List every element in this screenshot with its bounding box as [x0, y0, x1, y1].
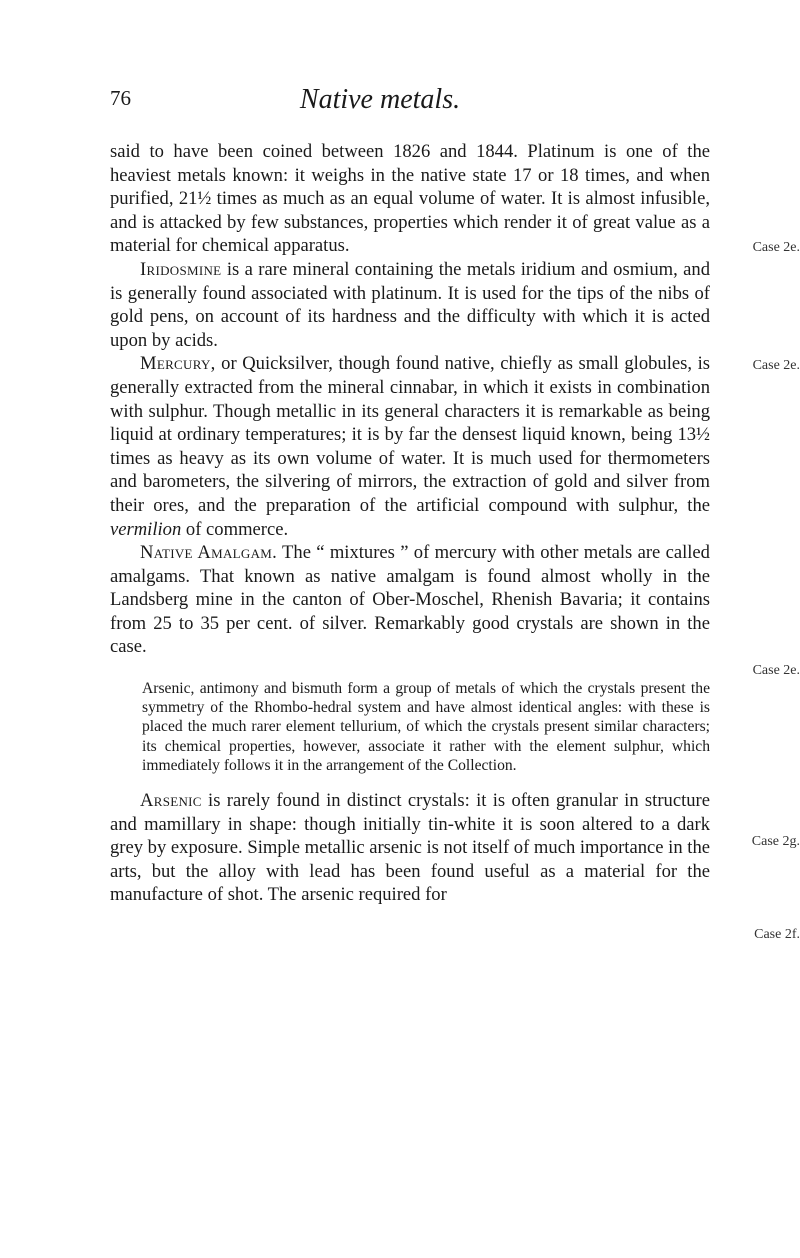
running-title: Native metals. [299, 84, 461, 115]
page-header [110, 86, 650, 116]
lead-mercury: Mercury, [140, 353, 216, 375]
margin-note-mercury: Case 2e. [752, 358, 800, 373]
paragraph-arsenic: Arsenic is rarely found in distinct crystals: it is often granular in structure and mamillary in shape: though initially tin-white it is soon altered to a dark grey by exposure. Simple metallic arsenic is not itself of much importance in the arts, but the alloy with lead has been found useful as a material for the manufacture of shot. The arsenic required for [110, 790, 711, 906]
margin-note-amalgam: Case 2e. [752, 663, 800, 678]
paragraph-group-note: Arsenic, antimony and bismuth form a group of metals of which the crystals present the symmetry of the Rhombo-hedral system and have almost identical angles: with these is placed the much rarer element tellurium, of which the crystals present similar characters; its chemical properties, however, associate it rather with the element sulphur, which immediately follows it in the arrangement of the Collection. [142, 680, 710, 774]
lead-iridosmine: Iridosmine [140, 258, 222, 280]
margin-note-tellurium: Case 2g. [751, 834, 800, 849]
margin-note-iridosmine: Case 2e. [752, 240, 800, 255]
paragraph-native-amalgam: Native Amalgam. The “ mixtures ” of mercury with other metals are called amalgams. That known as native amalgam is found almost wholly in the Landsberg mine in the canton of Ober-Moschel, Rhenish Bavaria; it contains from 25 to 35 per cent. of silver. Remarkably good crystals are shown in the case. [110, 542, 710, 658]
lead-native-amalgam: Native Amalgam. [140, 542, 278, 564]
paragraph-iridosmine: Iridosmine is a rare mineral containing the metals iridium and osmium, and is generally found associated with platinum. It is used for the tips of the nibs of gold pens, on account of its hardness and the difficulty with which it is acted upon by acids. [110, 258, 710, 351]
paragraph-mercury: Mercury, or Quicksilver, though found native, chiefly as small globules, is generally extracted from the mineral cinnabar, in which it exists in combination with sulphur. Though metallic in its general characters it is remarkable as being liquid at ordinary temperatures; it is by far the densest liquid known, being 13½ times as heavy as its own volume of water. It is much used for thermometers and barometers, the silvering of mirrors, the extraction of gold and silver from their ores, and the preparation of the artificial compound with sulphur, the vermilion of commerce. [110, 353, 710, 540]
page-number: 76 [110, 86, 131, 110]
lead-arsenic: Arsenic [140, 790, 202, 812]
margin-note-arsenic: Case 2f. [754, 927, 800, 942]
paragraph-platinum: said to have been coined between 1826 and 1844. Platinum is one of the heaviest metals known: it weighs in the native state 17 or 18 times, and when purified, 21½ times as much as an equal volume of water. It is almost infusible, and is attacked by few substances, properties which render it of great value as a material for chemical apparatus. [110, 141, 710, 257]
page-body [110, 140, 710, 907]
term-vermilion: vermilion [110, 518, 182, 540]
